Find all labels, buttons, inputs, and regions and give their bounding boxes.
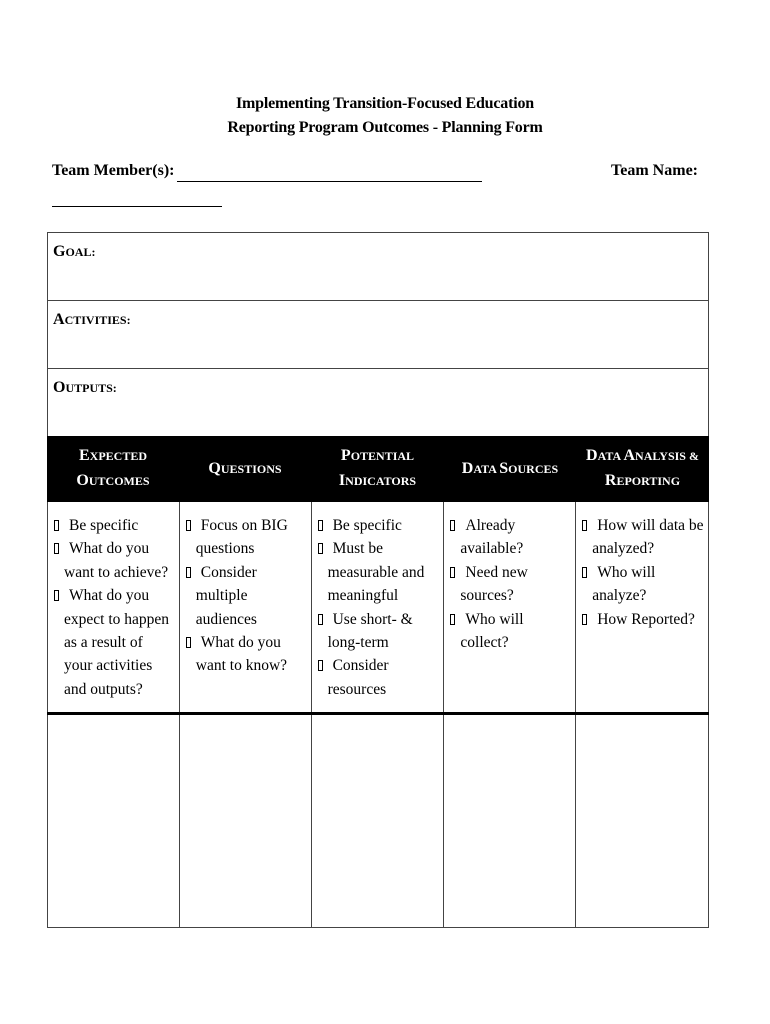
header-text: NALYSIS & (635, 449, 699, 463)
entry-row (47, 715, 709, 928)
outputs-label-initial: O (53, 379, 66, 396)
entry-cell-expected-outcomes[interactable] (48, 715, 180, 927)
list-item-text: Be specific (69, 517, 139, 534)
list-item-text: What do you want to know? (195, 634, 288, 675)
header-text: R (604, 472, 617, 489)
title-line-2: Reporting Program Outcomes - Planning Form (227, 119, 543, 136)
list-item (54, 514, 175, 537)
square-bullet-icon (186, 567, 191, 578)
list-item (318, 537, 440, 607)
header-text: I (338, 472, 346, 489)
list-item-text: Be specific (332, 517, 402, 534)
list-item (54, 584, 175, 701)
list-item (318, 514, 440, 537)
square-bullet-icon (450, 567, 455, 578)
square-bullet-icon (54, 590, 59, 601)
goal-label-rest: OAL: (65, 245, 96, 259)
list-item (450, 514, 571, 561)
guidance-cell-data-sources (444, 502, 576, 714)
guidance-cell-data-analysis (576, 502, 709, 714)
header-text: D (461, 459, 474, 477)
list-item-text: Already available? (460, 517, 524, 558)
square-bullet-icon (450, 614, 455, 625)
entry-cell-potential-indicators[interactable] (312, 715, 445, 927)
square-bullet-icon (582, 567, 587, 578)
list-item-text: Must be measurable and meaningful (327, 540, 425, 605)
list-item-text: Need new sources? (460, 563, 528, 605)
activities-label-initial: A (53, 311, 65, 328)
goal-label-initial: G (53, 243, 66, 260)
header-text: XPECTED (89, 449, 147, 463)
header-expected-outcomes (47, 436, 179, 502)
header-text: OTENTIAL (350, 449, 415, 463)
entry-cell-questions[interactable] (180, 715, 312, 927)
header-text: S (499, 459, 509, 477)
list-item-text: What do you want to achieve? (64, 540, 169, 581)
square-bullet-icon (318, 660, 323, 671)
activities-row[interactable] (47, 300, 709, 368)
header-potential-indicators (311, 436, 444, 502)
list-item-text: Who will analyze? (592, 563, 656, 605)
guidance-row (47, 502, 709, 714)
guidance-cell-potential-indicators (312, 502, 445, 714)
entry-cell-data-analysis[interactable] (576, 715, 709, 927)
list-item-text: Consider resources (327, 657, 389, 698)
outputs-row[interactable] (47, 368, 709, 436)
square-bullet-icon (186, 637, 191, 648)
list-item (582, 514, 704, 561)
square-bullet-icon (450, 520, 455, 531)
list-item-text: Use short- & long-term (327, 610, 413, 652)
list-item-text: Consider multiple audiences (195, 563, 257, 628)
header-text: O (76, 472, 89, 489)
guidance-cell-expected-outcomes (48, 502, 180, 714)
square-bullet-icon (582, 614, 587, 625)
header-text: P (340, 447, 351, 464)
guidance-cell-questions (180, 502, 312, 714)
list-item (318, 654, 440, 701)
list-item (186, 631, 307, 678)
header-data-sources (444, 436, 576, 502)
square-bullet-icon (54, 520, 59, 531)
team-members-field[interactable] (177, 181, 482, 182)
header-text: E (78, 447, 90, 464)
square-bullet-icon (186, 520, 191, 531)
entry-cell-data-sources[interactable] (444, 715, 576, 927)
title-line-1: Implementing Transition-Focused Education (236, 95, 534, 112)
header-questions (179, 436, 311, 502)
square-bullet-icon (318, 543, 323, 554)
list-item (582, 561, 704, 608)
header-text: EPORTING (616, 474, 681, 488)
square-bullet-icon (318, 520, 323, 531)
team-name-field[interactable] (52, 206, 222, 207)
list-item (186, 514, 307, 561)
list-item-text: What do you expect to happen as a result of your activities and outputs? (64, 587, 170, 698)
list-item (450, 608, 571, 655)
list-item-text: Focus on BIG questions (195, 517, 288, 558)
team-members-label: Team Member(s): (52, 162, 175, 179)
header-text: Q (208, 459, 221, 477)
list-item (186, 561, 307, 631)
team-line (52, 162, 698, 186)
form-title (0, 92, 770, 140)
planning-table (47, 232, 709, 928)
list-item (318, 608, 440, 655)
header-text: A (623, 447, 636, 464)
list-item (582, 608, 704, 631)
team-name-label: Team Name: (611, 162, 698, 179)
header-text: UTCOMES (88, 474, 150, 488)
header-text: ATA (597, 449, 624, 463)
list-item (54, 537, 175, 584)
square-bullet-icon (54, 543, 59, 554)
square-bullet-icon (582, 520, 587, 531)
column-header-row (47, 436, 709, 502)
list-item-text: How will data be analyzed? (592, 517, 704, 558)
header-text: ATA (473, 461, 500, 476)
list-item-text: How Reported? (597, 610, 695, 628)
header-text: D (586, 447, 598, 464)
list-item-text: Who will collect? (460, 610, 524, 652)
goal-row[interactable] (47, 232, 709, 300)
square-bullet-icon (318, 614, 323, 625)
header-data-analysis-reporting (576, 436, 709, 502)
header-text: OURCES (508, 461, 559, 476)
header-text: UESTIONS (220, 461, 282, 476)
list-item (450, 561, 571, 608)
header-text: NDICATORS (345, 474, 417, 488)
outputs-label-rest: UTPUTS: (65, 381, 117, 395)
activities-label-rest: CTIVITIES: (64, 313, 131, 327)
